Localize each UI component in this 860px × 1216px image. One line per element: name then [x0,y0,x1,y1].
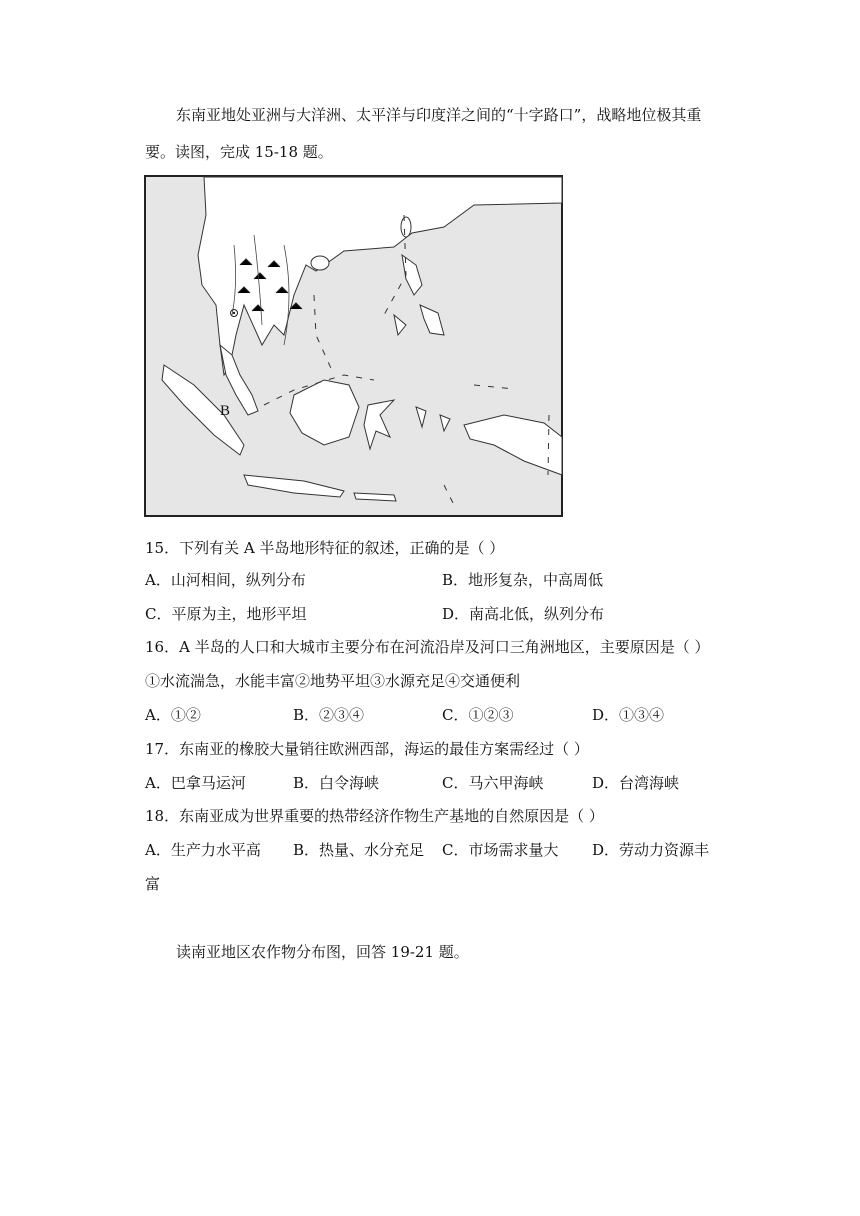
q17-option-a[interactable]: A．巴拿马运河 [145,774,246,792]
intro-line-1: 东南亚地处亚洲与大洋洲、太平洋与印度洋之间的“十字路口”，战略地位极其重 [176,106,702,124]
q16-items: ①水流湍急，水能丰富②地势平坦③水源充足④交通便利 [145,672,521,690]
q16-option-a[interactable]: A．①② [145,706,201,724]
q17-option-c[interactable]: C．马六甲海峡 [442,774,544,792]
intro-line-2: 要。读图，完成 15-18 题。 [145,143,333,161]
q18-option-d-wrap: 富 [145,875,161,893]
q15-option-d[interactable]: D．南高北低，纵列分布 [442,605,605,623]
q15-option-a[interactable]: A．山河相间，纵列分布 [145,571,306,589]
label-b: B [220,403,231,419]
q17-stem: 17．东南亚的橡胶大量销往欧洲西部，海运的最佳方案需经过（ ） [145,740,589,758]
q18-option-a[interactable]: A．生产力水平高 [145,841,261,859]
taiwan-island [401,217,411,237]
q17-option-d[interactable]: D．台湾海峡 [592,774,680,792]
southeast-asia-map [144,175,563,517]
intro-2: 读南亚地区农作物分布图，回答 19-21 题。 [176,943,469,961]
q16-option-d[interactable]: D．①③④ [592,706,665,724]
hainan-island [311,256,329,270]
q15-option-b[interactable]: B．地形复杂，中高周低 [442,571,604,589]
q18-option-c[interactable]: C．市场需求量大 [442,841,559,859]
q15-stem: 15．下列有关 A 半岛地形特征的叙述，正确的是（ ） [145,539,505,557]
q15-option-c[interactable]: C．平原为主，地形平坦 [145,605,307,623]
q18-option-d[interactable]: D．劳动力资源丰 [592,841,710,859]
q16-stem: 16．A 半岛的人口和大城市主要分布在河流沿岸及河口三角洲地区，主要原因是（ ） [145,638,710,656]
q16-option-b[interactable]: B．②③④ [293,706,365,724]
q18-option-b[interactable]: B．热量、水分充足 [293,841,425,859]
q17-option-b[interactable]: B．白令海峡 [293,774,380,792]
q18-stem: 18．东南亚成为世界重要的热带经济作物生产基地的自然原因是（ ） [145,807,604,825]
q16-option-c[interactable]: C．①②③ [442,706,514,724]
